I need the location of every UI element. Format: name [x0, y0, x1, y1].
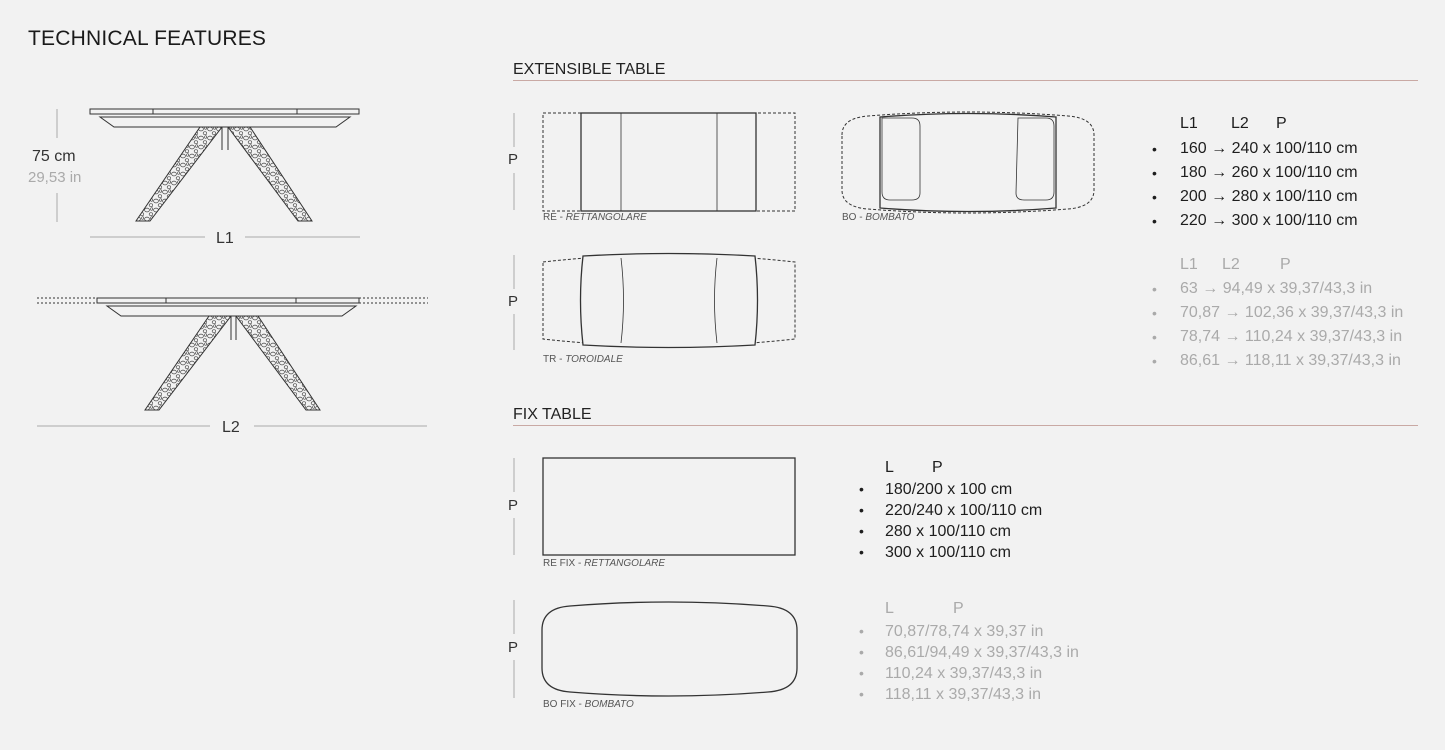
list-item: • 78,74 → 110,24 x 39,37/43,3 in: [1152, 328, 1403, 345]
list-item: • 220 → 300 x 100/110 cm: [1152, 212, 1358, 229]
list-item: • 160 → 240 x 100/110 cm: [1152, 140, 1358, 157]
list-item: • 70,87 → 102,36 x 39,37/43,3 in: [1152, 304, 1404, 321]
top-view-rettangolare: [543, 113, 795, 211]
shape-caption-re-fix: RE FIX - RETTANGOLARE: [543, 558, 666, 569]
depth-label: P: [508, 293, 519, 310]
height-cm-label: 75 cm: [32, 148, 76, 165]
top-view-bo-fix: [542, 602, 797, 696]
list-item: • 110,24 x 39,37/43,3 in: [859, 665, 1043, 682]
header-l2-in: L2: [1222, 256, 1240, 273]
list-item: • 118,11 x 39,37/43,3 in: [859, 686, 1041, 703]
side-view-extended: [37, 298, 428, 410]
header-l: L: [885, 459, 894, 476]
fix-cm-list: [859, 479, 1043, 563]
extensible-cm-list: [1152, 137, 1358, 233]
extensible-table-heading: EXTENSIBLE TABLE: [513, 61, 666, 78]
list-item: • 200 → 280 x 100/110 cm: [1152, 188, 1358, 205]
list-item: • 86,61 → 118,11 x 39,37/43,3 in: [1152, 352, 1401, 369]
fix-in-list: [859, 621, 1079, 705]
list-item: • 86,61/94,49 x 39,37/43,3 in: [859, 644, 1079, 661]
header-l1: L1: [1180, 115, 1198, 132]
list-item: • 280 x 100/110 cm: [859, 523, 1012, 540]
top-view-bombato: [842, 112, 1094, 213]
shape-caption-tr: TR - TOROIDALE: [543, 354, 623, 365]
l1-dimension-label: L1: [216, 230, 234, 247]
depth-label: P: [508, 497, 519, 514]
header-p-in: P: [953, 600, 964, 617]
list-item: • 63 → 94,49 x 39,37/43,3 in: [1152, 280, 1373, 297]
header-l2: L2: [1231, 115, 1249, 132]
depth-label: P: [508, 639, 519, 656]
header-p: P: [932, 459, 943, 476]
height-in-label: 29,53 in: [28, 169, 82, 186]
page-title: TECHNICAL FEATURES: [28, 27, 267, 50]
top-view-re-fix: [543, 458, 795, 555]
list-item: • 180/200 x 100 cm: [859, 481, 1013, 498]
list-item: • 300 x 100/110 cm: [859, 544, 1012, 561]
section-divider: [513, 80, 1418, 81]
list-item: • 70,87/78,74 x 39,37 in: [859, 623, 1044, 640]
top-view-toroidale: [543, 254, 795, 348]
depth-label: P: [508, 151, 519, 168]
side-view-closed: [90, 109, 359, 221]
l2-dimension-label: L2: [222, 419, 240, 436]
header-p: P: [1276, 115, 1287, 132]
header-p-in: P: [1280, 256, 1291, 273]
extensible-in-list: [1152, 277, 1404, 373]
fix-table-heading: FIX TABLE: [513, 406, 592, 423]
shape-caption-bo-fix: BO FIX - BOMBATO: [543, 699, 634, 710]
list-item: • 220/240 x 100/110 cm: [859, 502, 1043, 519]
section-divider: [513, 425, 1418, 426]
shape-caption-bo: BO - BOMBATO: [842, 212, 915, 223]
header-l1-in: L1: [1180, 256, 1198, 273]
header-l-in: L: [885, 600, 894, 617]
shape-caption-re: RE - RETTANGOLARE: [543, 212, 647, 223]
list-item: • 180 → 260 x 100/110 cm: [1152, 164, 1358, 181]
